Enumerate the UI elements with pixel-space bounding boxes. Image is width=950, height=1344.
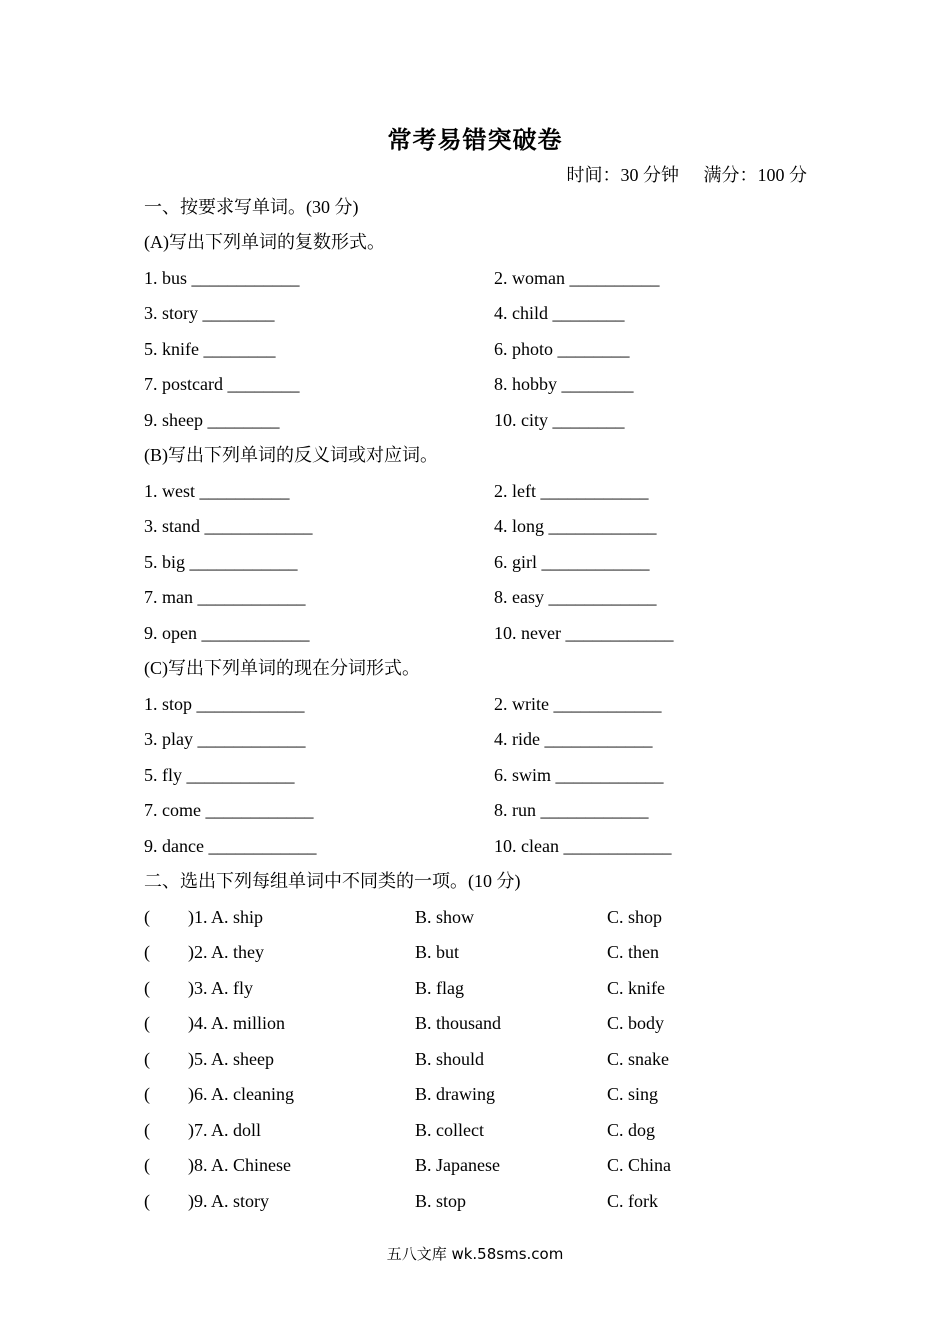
option-c: C. fork <box>607 1191 658 1211</box>
answer-paren: ( <box>144 942 150 962</box>
section1-heading: 一、按要求写单词。(30 分) <box>144 197 359 217</box>
partB-item: 8. easy ____________ <box>494 587 657 607</box>
partB-heading: (B)写出下列单词的反义词或对应词。 <box>144 445 438 465</box>
partC-item: 5. fly ____________ <box>144 765 295 785</box>
option-a: )5. A. sheep <box>188 1049 274 1069</box>
option-a: )1. A. ship <box>188 907 264 927</box>
option-b: B. show <box>415 907 475 927</box>
partB-item: 9. open ____________ <box>144 623 310 643</box>
partC-item: 3. play ____________ <box>144 729 306 749</box>
option-c: C. then <box>607 942 659 962</box>
option-b: B. drawing <box>415 1084 495 1104</box>
partA-item: 3. story ________ <box>144 303 275 323</box>
partC-item: 9. dance ____________ <box>144 836 317 856</box>
partC-item: 6. swim ____________ <box>494 765 664 785</box>
option-a: )6. A. cleaning <box>188 1084 294 1104</box>
partA-item: 7. postcard ________ <box>144 374 300 394</box>
option-a: )9. A. story <box>188 1191 269 1211</box>
option-c: C. sing <box>607 1084 659 1104</box>
partC-heading: (C)写出下列单词的现在分词形式。 <box>144 658 420 678</box>
option-b: B. collect <box>415 1120 484 1140</box>
answer-paren: ( <box>144 1049 150 1069</box>
option-c: C. knife <box>607 978 665 998</box>
partB-item: 10. never ____________ <box>494 623 674 643</box>
option-b: B. but <box>415 942 460 962</box>
partB-item: 4. long ____________ <box>494 516 657 536</box>
partB-item: 1. west __________ <box>144 481 290 501</box>
partC-item: 1. stop ____________ <box>144 694 305 714</box>
partB-item: 7. man ____________ <box>144 587 306 607</box>
answer-paren: ( <box>144 978 150 998</box>
partC-item: 4. ride ____________ <box>494 729 653 749</box>
partB-item: 5. big ____________ <box>144 552 298 572</box>
partC-item: 10. clean ____________ <box>494 836 672 856</box>
option-b: B. flag <box>415 978 464 998</box>
partC-item: 8. run ____________ <box>494 800 649 820</box>
section2-heading: 二、选出下列每组单词中不同类的一项。(10 分) <box>144 871 521 891</box>
partC-item: 7. come ____________ <box>144 800 314 820</box>
option-a: )2. A. they <box>188 942 264 962</box>
partA-item: 9. sheep ________ <box>144 410 280 430</box>
partC-item: 2. write ____________ <box>494 694 662 714</box>
full-score: 满分：100 分 <box>703 165 807 185</box>
partA-item: 5. knife ________ <box>144 339 276 359</box>
partA-item: 8. hobby ________ <box>494 374 634 394</box>
option-b: B. stop <box>415 1191 467 1211</box>
partA-item: 2. woman __________ <box>494 268 660 288</box>
partA-item: 1. bus ____________ <box>144 268 300 288</box>
exam-meta <box>567 161 808 187</box>
option-c: C. dog <box>607 1120 656 1140</box>
option-c: C. China <box>607 1155 672 1175</box>
answer-paren: ( <box>144 907 150 927</box>
option-c: C. body <box>607 1013 665 1033</box>
answer-paren: ( <box>144 1084 150 1104</box>
partA-item: 6. photo ________ <box>494 339 630 359</box>
option-c: C. snake <box>607 1049 669 1069</box>
option-a: )3. A. fly <box>188 978 253 998</box>
page-title: 常考易错突破卷 <box>387 128 563 154</box>
option-b: B. thousand <box>415 1013 502 1033</box>
partB-item: 3. stand ____________ <box>144 516 313 536</box>
option-c: C. shop <box>607 907 663 927</box>
partB-item: 6. girl ____________ <box>494 552 650 572</box>
option-a: )8. A. Chinese <box>188 1155 291 1175</box>
answer-paren: ( <box>144 1191 150 1211</box>
partA-item: 4. child ________ <box>494 303 625 323</box>
option-b: B. should <box>415 1049 485 1069</box>
option-a: )7. A. doll <box>188 1120 262 1140</box>
answer-paren: ( <box>144 1155 150 1175</box>
partA-heading: (A)写出下列单词的复数形式。 <box>144 232 385 252</box>
footer-watermark: 五八文库 wk.58sms.com <box>386 1245 564 1263</box>
answer-paren: ( <box>144 1013 150 1033</box>
answer-paren: ( <box>144 1120 150 1140</box>
partA-item: 10. city ________ <box>494 410 625 430</box>
option-b: B. Japanese <box>415 1155 500 1175</box>
option-a: )4. A. million <box>188 1013 286 1033</box>
time-limit: 时间：30 分钟 <box>566 165 679 185</box>
partB-item: 2. left ____________ <box>494 481 649 501</box>
